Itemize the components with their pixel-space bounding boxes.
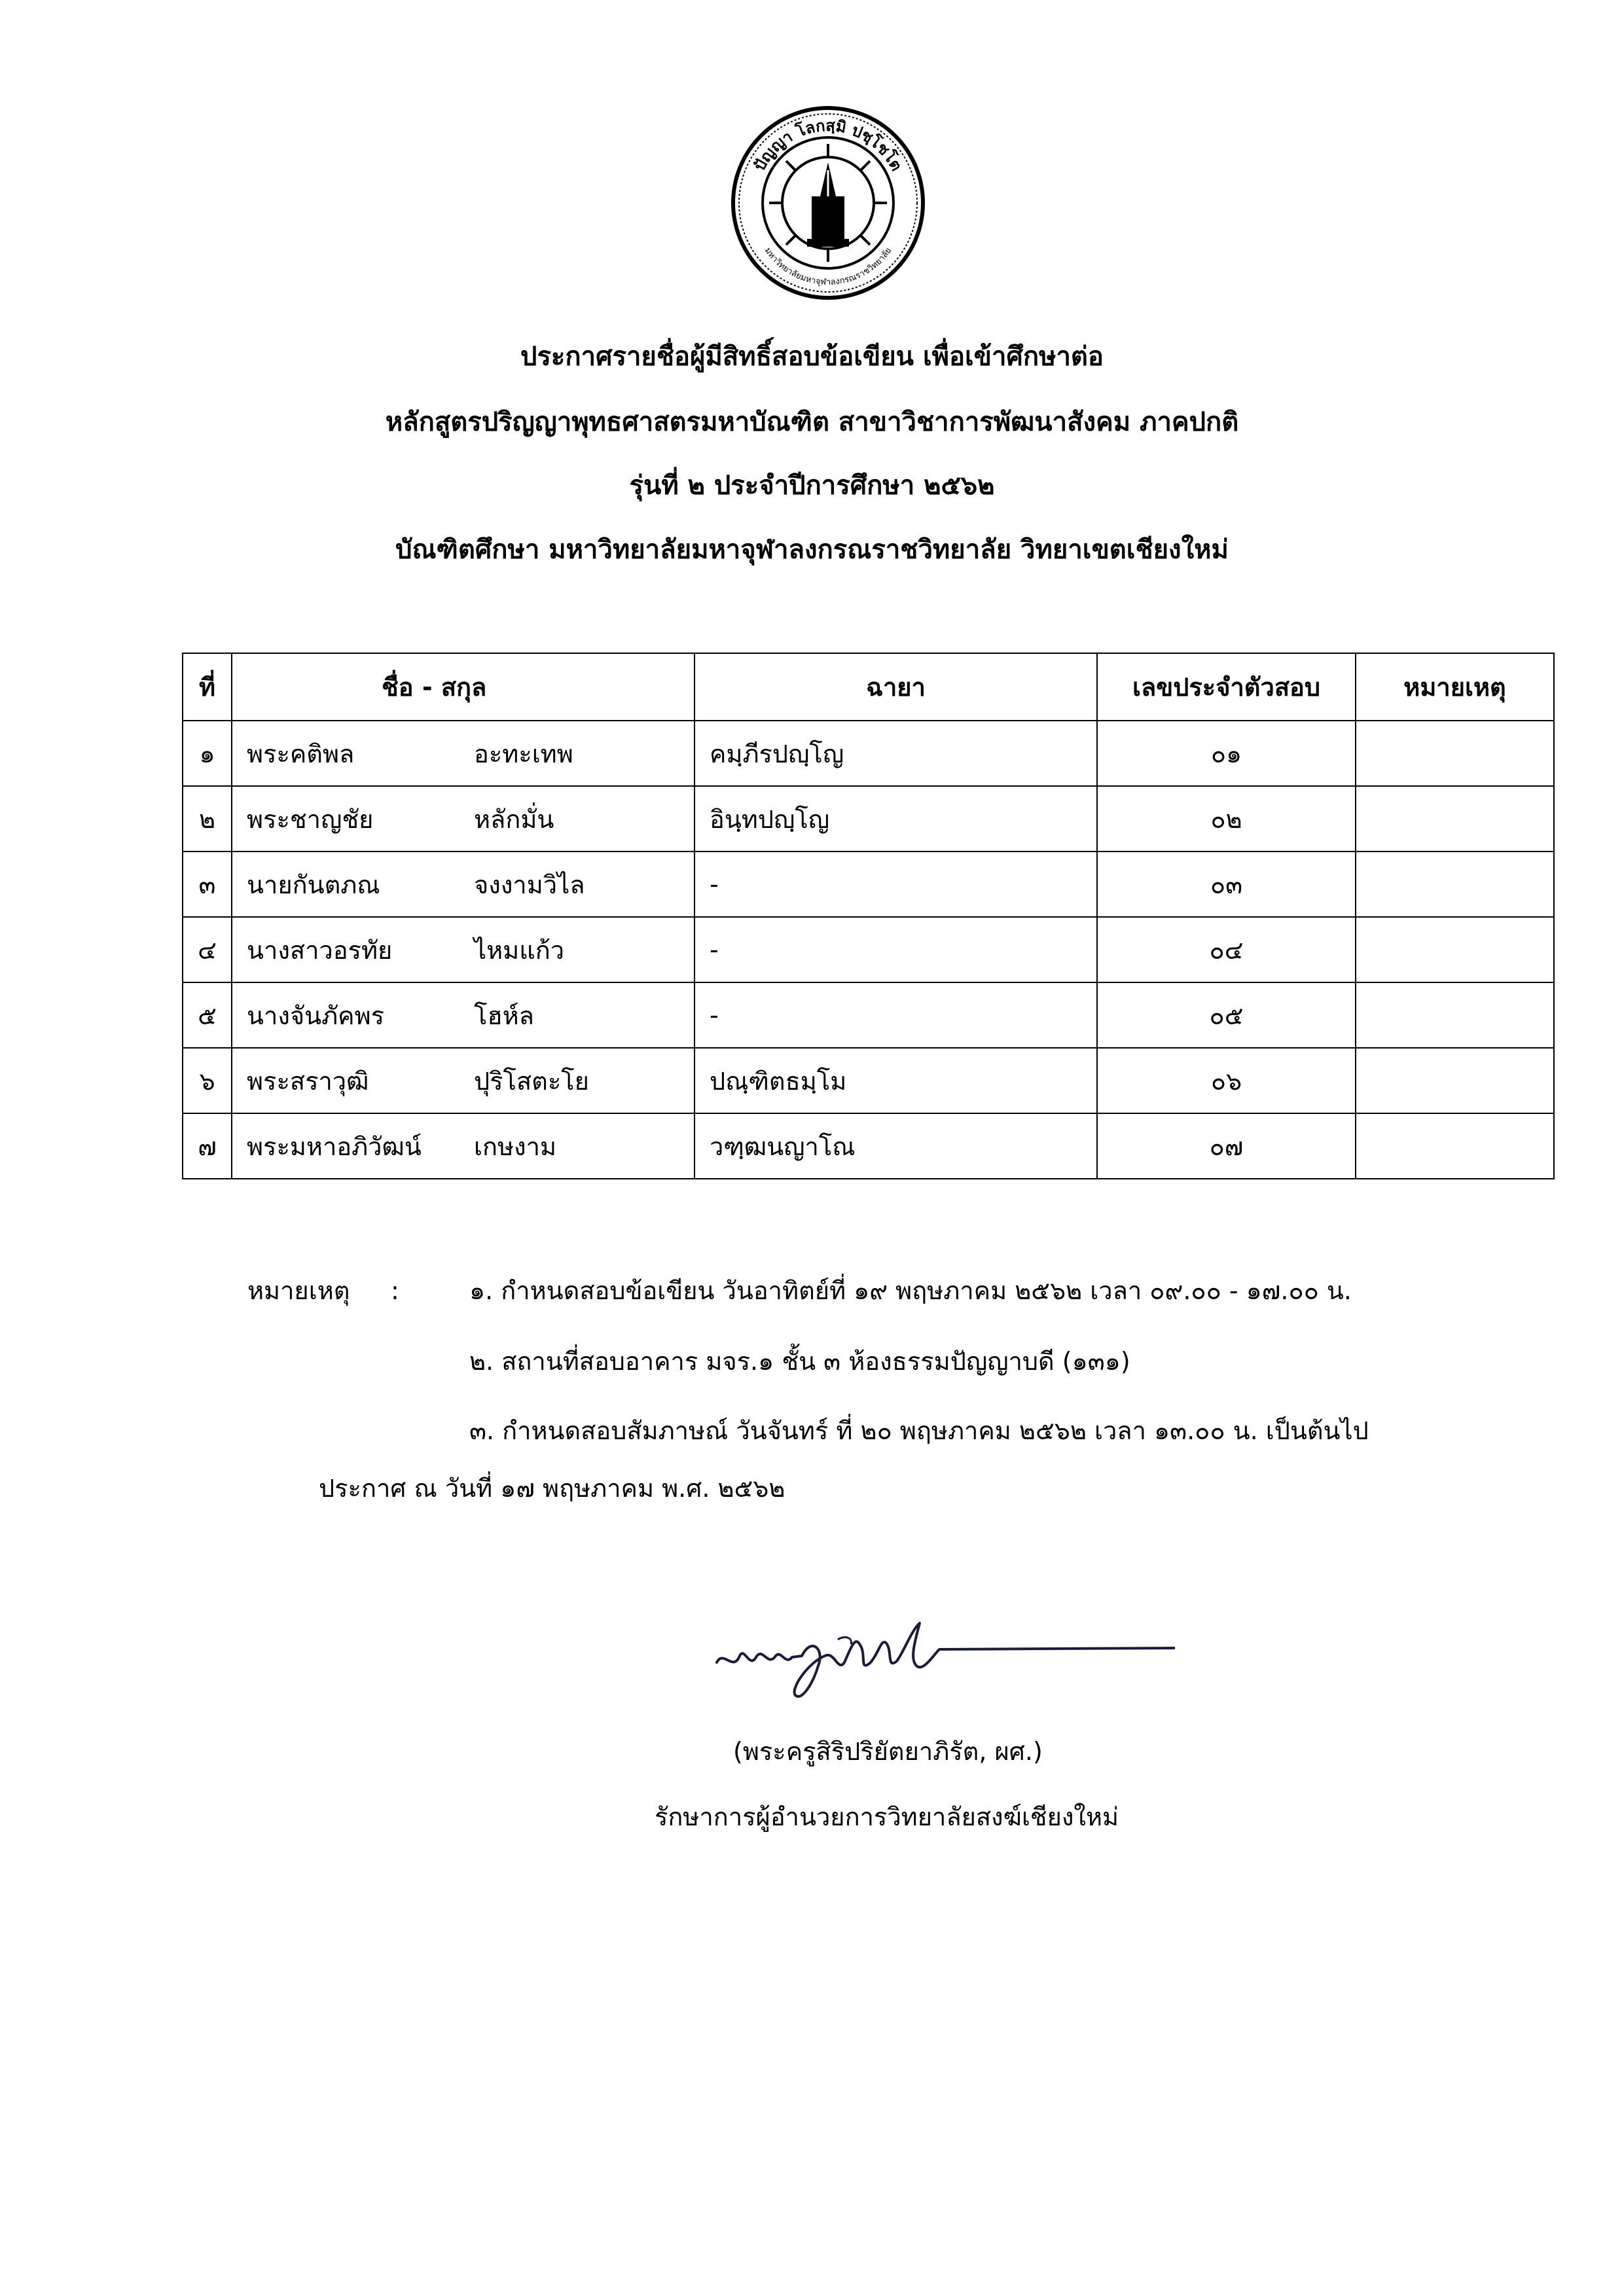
header-remark: หมายเหตุ (1356, 653, 1554, 721)
row-no: ๒ (183, 786, 232, 852)
row-remark (1356, 1048, 1554, 1113)
note-item-3: ๓. กำหนดสอบสัมภาษณ์ วันจันทร์ ที่ ๒๐ พฤษภาคม ๒๕๖๒ เวลา ๑๓.๐๐ น. เป็นต้นไป (469, 1416, 1369, 1445)
row-last-name: อะทะเทพ (460, 721, 695, 786)
heading-line-4: บัณฑิตศึกษา มหาวิทยาลัยมหาจุฬาลงกรณราชวิทยาลัย วิทยาเขตเชียงใหม่ (395, 535, 1229, 565)
row-exam-id: ๐๖ (1097, 1048, 1356, 1113)
row-last-name: ไหมแก้ว (460, 917, 695, 982)
row-exam-id: ๐๗ (1097, 1113, 1356, 1179)
row-alias: ปณฺฑิตธมฺโม (695, 1048, 1097, 1113)
row-exam-id: ๐๔ (1097, 917, 1356, 982)
header-alias: ฉายา (695, 653, 1097, 721)
row-first-name: พระคติพล (232, 721, 460, 786)
row-exam-id: ๐๕ (1097, 982, 1356, 1048)
row-no: ๗ (183, 1113, 232, 1179)
row-no: ๕ (183, 982, 232, 1048)
heading-line-3: รุ่นที่ ๒ ประจำปีการศึกษา ๒๕๖๒ (629, 471, 995, 501)
row-first-name: พระมหาอภิวัฒน์ (232, 1113, 460, 1179)
handwritten-signature (704, 1610, 1175, 1715)
header-exam-id: เลขประจำตัวสอบ (1097, 653, 1356, 721)
row-last-name: โฮห์ล (460, 982, 695, 1048)
row-remark (1356, 721, 1554, 786)
table-row (183, 786, 1554, 852)
row-alias: - (695, 917, 1097, 982)
table-row (183, 982, 1554, 1048)
row-alias: วฑฺฒนญาโณ (695, 1113, 1097, 1179)
row-first-name: นายกันตภณ (232, 852, 460, 917)
table-row (183, 1048, 1554, 1113)
header-name: ชื่อ - สกุล (232, 653, 695, 721)
row-exam-id: ๐๓ (1097, 852, 1356, 917)
candidate-table (182, 653, 1555, 1179)
row-last-name: หลักมั่น (460, 786, 695, 852)
row-exam-id: ๐๑ (1097, 721, 1356, 786)
row-no: ๔ (183, 917, 232, 982)
row-no: ๖ (183, 1048, 232, 1113)
signer-title: รักษาการผู้อำนวยการวิทยาลัยสงฆ์เชียงใหม่ (655, 1803, 1119, 1831)
row-remark (1356, 1113, 1554, 1179)
row-remark (1356, 982, 1554, 1048)
header-no: ที่ (183, 653, 232, 721)
announcement-date: ประกาศ ณ วันที่ ๑๗ พฤษภาคม พ.ศ. ๒๕๖๒ (319, 1474, 785, 1503)
row-no: ๑ (183, 721, 232, 786)
heading-line-1: ประกาศรายชื่อผู้มีสิทธิ์สอบข้อเขียน เพื่อเข้าศึกษาต่อ (520, 342, 1104, 372)
svg-text:มหาวิทยาลัยมหาจุฬาลงกรณราชวิทย: มหาวิทยาลัยมหาจุฬาลงกรณราชวิทยาลัย (762, 245, 894, 288)
row-remark (1356, 786, 1554, 852)
table-row (183, 917, 1554, 982)
notes-label: หมายเหตุ (247, 1276, 350, 1305)
row-first-name: นางสาวอรทัย (232, 917, 460, 982)
table-row (183, 721, 1554, 786)
row-first-name: นางจันภัคพร (232, 982, 460, 1048)
table-row (183, 1113, 1554, 1179)
svg-text:ปัญญา โลกสฺมิ ปชฺโชโต: ปัญญา โลกสฺมิ ปชฺโชโต (750, 116, 906, 174)
row-alias: คมฺภีรปญฺโญ (695, 721, 1097, 786)
row-alias: อินฺทปญฺโญ (695, 786, 1097, 852)
row-remark (1356, 852, 1554, 917)
signer-name: (พระครูสิริปริยัตยาภิรัต, ผศ.) (733, 1737, 1043, 1766)
table-row (183, 852, 1554, 917)
row-last-name: ปุริโสตะโย (460, 1048, 695, 1113)
table-header-row (183, 653, 1554, 721)
row-exam-id: ๐๒ (1097, 786, 1356, 852)
row-last-name: เกษงาม (460, 1113, 695, 1179)
row-first-name: พระสราวุฒิ (232, 1048, 460, 1113)
heading-line-2: หลักสูตรปริญญาพุทธศาสตรมหาบัณฑิต สาขาวิชาการพัฒนาสังคม ภาคปกติ (385, 407, 1239, 437)
row-no: ๓ (183, 852, 232, 917)
row-last-name: จงงามวิไล (460, 852, 695, 917)
notes-colon: : (391, 1276, 399, 1305)
note-item-2: ๒. สถานที่สอบอาคาร มจร.๑ ชั้น ๓ ห้องธรรมปัญญาบดี (๑๓๑) (469, 1347, 1130, 1376)
note-item-1: ๑. กำหนดสอบข้อเขียน วันอาทิตย์ที่ ๑๙ พฤษภาคม ๒๕๖๒ เวลา ๐๙.๐๐ - ๑๗.๐๐ น. (469, 1276, 1352, 1305)
row-remark (1356, 917, 1554, 982)
row-first-name: พระชาญชัย (232, 786, 460, 852)
university-seal (730, 105, 926, 301)
row-alias: - (695, 982, 1097, 1048)
row-alias: - (695, 852, 1097, 917)
